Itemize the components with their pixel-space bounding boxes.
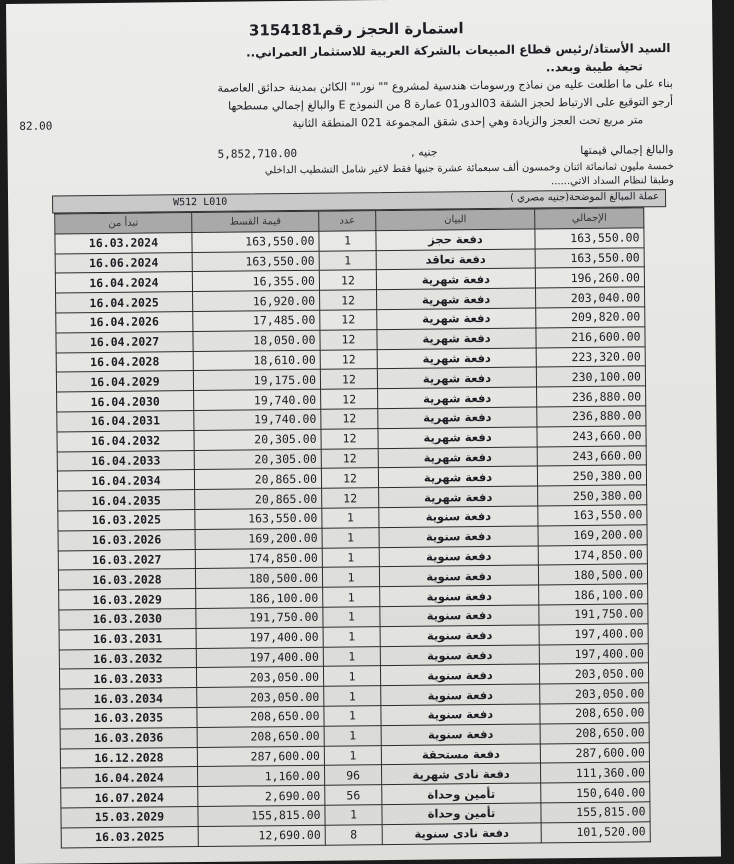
count-cell: 56 bbox=[325, 785, 382, 805]
start-date-cell: 16.03.2030 bbox=[59, 608, 196, 629]
total-cell: 208,650.00 bbox=[540, 723, 649, 744]
amount-cell: 197,400.00 bbox=[196, 627, 323, 648]
intro-line-unit: أرجو التوقيع على الارتباط لحجز الشقة 03الدور01 عمارة 8 من النموذج E والبالغ إجمالي مسطحها bbox=[228, 95, 674, 113]
total-cell: 250,380.00 bbox=[537, 465, 646, 486]
count-cell: 12 bbox=[320, 329, 377, 349]
start-date-cell: 16.04.2034 bbox=[57, 470, 194, 491]
amount-cell: 19,175.00 bbox=[193, 370, 320, 391]
count-cell: 1 bbox=[323, 646, 380, 666]
start-date-cell: 16.04.2035 bbox=[58, 490, 195, 511]
total-cell: 250,380.00 bbox=[538, 485, 647, 506]
count-cell: 12 bbox=[320, 290, 377, 310]
description-cell: دفعة شهرية bbox=[378, 447, 537, 468]
description-cell: دفعة شهرية bbox=[378, 427, 537, 448]
header-description: البيان bbox=[376, 209, 535, 230]
addressee-line: السيد الأستاذ/رئيس قطاع المبيعات بالشركة العربية للاستثمار العمراني.. bbox=[245, 41, 671, 60]
total-cell: 196,260.00 bbox=[535, 267, 644, 288]
total-cell: 174,850.00 bbox=[538, 544, 647, 565]
total-cell: 203,050.00 bbox=[540, 683, 649, 704]
description-cell: دفعة شهرية bbox=[376, 268, 535, 289]
count-cell: 12 bbox=[319, 270, 376, 290]
start-date-cell: 16.03.2033 bbox=[59, 668, 196, 689]
start-date-cell: 16.03.2034 bbox=[60, 688, 197, 709]
start-date-cell: 16.03.2025 bbox=[58, 510, 195, 531]
total-cell: 111,360.00 bbox=[540, 762, 649, 783]
start-date-cell: 16.04.2031 bbox=[57, 411, 194, 432]
count-cell: 96 bbox=[324, 765, 381, 785]
start-date-cell: 16.03.2032 bbox=[59, 648, 196, 669]
total-cell: 209,820.00 bbox=[536, 307, 645, 328]
description-cell: دفعة شهرية bbox=[378, 407, 537, 428]
amount-cell: 203,050.00 bbox=[196, 667, 323, 688]
total-cell: 169,200.00 bbox=[538, 525, 647, 546]
start-date-cell: 16.03.2035 bbox=[60, 707, 197, 728]
currency-label: جنيه , bbox=[411, 145, 438, 159]
description-cell: دفعة نادى سنوية bbox=[382, 823, 541, 844]
start-date-cell: 16.04.2033 bbox=[57, 450, 194, 471]
total-price-value: 5,852,710.00 bbox=[217, 146, 298, 161]
count-cell: 1 bbox=[323, 607, 380, 627]
description-cell: دفعة شهرية bbox=[377, 328, 536, 349]
start-date-cell: 16.04.2024 bbox=[55, 272, 192, 293]
start-date-cell: 16.06.2024 bbox=[55, 252, 192, 273]
description-cell: دفعة شهرية bbox=[377, 367, 536, 388]
document-page bbox=[6, 0, 721, 864]
total-cell: 208,650.00 bbox=[540, 703, 649, 724]
description-cell: دفعة شهرية bbox=[377, 308, 536, 329]
price-label: والبالغ إجمالي قيمتها bbox=[580, 143, 674, 157]
description-cell: دفعة شهرية bbox=[378, 387, 537, 408]
description-cell: دفعة سنوية bbox=[381, 684, 540, 705]
total-cell: 197,400.00 bbox=[539, 643, 648, 664]
description-cell: دفعة مستحقة bbox=[381, 743, 540, 764]
description-cell: دفعة سنوية bbox=[379, 506, 538, 527]
amount-cell: 17,485.00 bbox=[193, 310, 320, 331]
total-cell: 243,660.00 bbox=[537, 426, 646, 447]
count-cell: 1 bbox=[324, 686, 381, 706]
amount-cell: 2,690.00 bbox=[198, 785, 325, 806]
total-cell: 243,660.00 bbox=[537, 445, 646, 466]
count-cell: 12 bbox=[321, 448, 378, 468]
count-cell: 12 bbox=[321, 468, 378, 488]
header-total: الإجمالي bbox=[535, 208, 644, 229]
description-cell: دفعة سنوية bbox=[380, 644, 539, 665]
amount-cell: 287,600.00 bbox=[197, 746, 324, 767]
count-cell: 1 bbox=[322, 547, 379, 567]
amount-cell: 180,500.00 bbox=[195, 568, 322, 589]
amount-cell: 20,865.00 bbox=[194, 469, 321, 490]
start-date-cell: 16.03.2026 bbox=[58, 529, 195, 550]
amount-cell: 186,100.00 bbox=[196, 587, 323, 608]
total-cell: 223,320.00 bbox=[536, 346, 645, 367]
amount-cell: 208,650.00 bbox=[197, 706, 324, 727]
count-cell: 1 bbox=[322, 567, 379, 587]
count-cell: 1 bbox=[319, 250, 376, 270]
description-cell: دفعة سنوية bbox=[379, 565, 538, 586]
count-cell: 12 bbox=[322, 488, 379, 508]
start-date-cell: 15.03.2029 bbox=[61, 806, 198, 827]
start-date-cell: 16.03.2027 bbox=[58, 549, 195, 570]
count-cell: 1 bbox=[323, 626, 380, 646]
amount-cell: 16,355.00 bbox=[192, 271, 319, 292]
amount-cell: 169,200.00 bbox=[195, 528, 322, 549]
count-cell: 1 bbox=[324, 706, 381, 726]
amount-cell: 203,050.00 bbox=[197, 686, 324, 707]
total-cell: 236,880.00 bbox=[537, 386, 646, 407]
payment-schedule-table bbox=[54, 207, 651, 848]
start-date-cell: 16.03.2028 bbox=[58, 569, 195, 590]
total-cell: 180,500.00 bbox=[538, 564, 647, 585]
intro-line-group: متر مربع تحت العجز والزيادة وهي إحدى شقق المجموعة 021 المنطقة الثانية bbox=[292, 113, 644, 131]
total-cell: 163,550.00 bbox=[538, 505, 647, 526]
unit-codes: W512 L010 bbox=[173, 196, 228, 209]
total-cell: 236,880.00 bbox=[537, 406, 646, 427]
start-date-cell: 16.04.2032 bbox=[57, 430, 194, 451]
total-cell: 287,600.00 bbox=[540, 742, 649, 763]
description-cell: دفعة سنوية bbox=[380, 625, 539, 646]
start-date-cell: 16.03.2029 bbox=[59, 589, 196, 610]
total-cell: 163,550.00 bbox=[535, 228, 644, 249]
total-cell: 155,815.00 bbox=[541, 802, 650, 823]
description-cell: تأمين وحداة bbox=[382, 783, 541, 804]
start-date-cell: 16.07.2024 bbox=[61, 787, 198, 808]
header-count: عدد bbox=[319, 211, 376, 231]
unit-area-value: 82.00 bbox=[19, 119, 53, 133]
amount-cell: 20,305.00 bbox=[194, 429, 321, 450]
amount-cell: 12,690.00 bbox=[198, 825, 325, 846]
description-cell: دفعة شهرية bbox=[378, 466, 537, 487]
count-cell: 12 bbox=[321, 409, 378, 429]
total-cell: 230,100.00 bbox=[536, 366, 645, 387]
start-date-cell: 16.04.2029 bbox=[56, 371, 193, 392]
amount-cell: 20,305.00 bbox=[194, 449, 321, 470]
total-cell: 203,050.00 bbox=[539, 663, 648, 684]
amount-cell: 191,750.00 bbox=[196, 607, 323, 628]
start-date-cell: 16.04.2026 bbox=[56, 312, 193, 333]
count-cell: 12 bbox=[320, 349, 377, 369]
start-date-cell: 16.04.2027 bbox=[56, 331, 193, 352]
total-cell: 191,750.00 bbox=[539, 604, 648, 625]
description-cell: تأمين وحداة bbox=[382, 803, 541, 824]
description-cell: دفعة سنوية bbox=[379, 526, 538, 547]
start-date-cell: 16.04.2030 bbox=[57, 391, 194, 412]
amount-cell: 20,865.00 bbox=[195, 488, 322, 509]
description-cell: دفعة حجز bbox=[376, 229, 535, 250]
count-cell: 8 bbox=[325, 824, 382, 844]
count-cell: 1 bbox=[322, 527, 379, 547]
payment-system-line: وطبقا لنظام السداد الاتي...... bbox=[550, 175, 674, 188]
count-cell: 12 bbox=[321, 428, 378, 448]
description-cell: دفعة سنوية bbox=[380, 585, 539, 606]
amount-cell: 16,920.00 bbox=[193, 290, 320, 311]
total-cell: 216,600.00 bbox=[536, 327, 645, 348]
description-cell: دفعة شهرية bbox=[377, 288, 536, 309]
count-cell: 12 bbox=[320, 310, 377, 330]
start-date-cell: 16.03.2031 bbox=[59, 628, 196, 649]
total-cell: 186,100.00 bbox=[539, 584, 648, 605]
start-date-cell: 16.03.2036 bbox=[60, 727, 197, 748]
total-cell: 163,550.00 bbox=[535, 247, 644, 268]
count-cell: 1 bbox=[325, 805, 382, 825]
intro-line-project: بناء على ما اطلعت عليه من نماذج ورسومات هندسية لمشروع "" نور"" الكائن بمدينة حدائق العاصمة bbox=[217, 77, 673, 95]
header-installment-amount: قيمة القسط bbox=[192, 211, 319, 232]
description-cell: دفعة تعاقد bbox=[376, 249, 535, 270]
description-cell: دفعة سنوية bbox=[381, 724, 540, 745]
amount-cell: 163,550.00 bbox=[192, 231, 319, 252]
amount-cell: 19,740.00 bbox=[194, 389, 321, 410]
currency-note: عملة المبالغ الموضحة(جنيه مصري ) bbox=[509, 191, 660, 204]
start-date-cell: 16.04.2024 bbox=[61, 767, 198, 788]
total-cell: 203,040.00 bbox=[536, 287, 645, 308]
amount-cell: 18,050.00 bbox=[193, 330, 320, 351]
header-start-date: تبدأ من bbox=[55, 213, 192, 234]
description-cell: دفعة شهرية bbox=[379, 486, 538, 507]
amount-cell: 174,850.00 bbox=[195, 548, 322, 569]
count-cell: 1 bbox=[323, 666, 380, 686]
count-cell: 1 bbox=[323, 587, 380, 607]
amount-cell: 155,815.00 bbox=[198, 805, 325, 826]
amount-cell: 163,550.00 bbox=[195, 508, 322, 529]
count-cell: 12 bbox=[321, 389, 378, 409]
start-date-cell: 16.04.2028 bbox=[56, 351, 193, 372]
count-cell: 1 bbox=[324, 745, 381, 765]
greeting-line: تحية طيبة وبعد.. bbox=[545, 59, 643, 75]
description-cell: دفعة سنوية bbox=[379, 546, 538, 567]
count-cell: 1 bbox=[324, 725, 381, 745]
amount-cell: 18,610.00 bbox=[193, 350, 320, 371]
total-cell: 197,400.00 bbox=[539, 624, 648, 645]
description-cell: دفعة سنوية bbox=[380, 664, 539, 685]
document-title: استمارة الحجز رقم3154181 bbox=[248, 19, 464, 40]
description-cell: دفعة سنوية bbox=[380, 605, 539, 626]
total-cell: 101,520.00 bbox=[541, 822, 650, 843]
description-cell: دفعة نادى شهرية bbox=[381, 763, 540, 784]
count-cell: 1 bbox=[322, 508, 379, 528]
total-cell: 150,640.00 bbox=[541, 782, 650, 803]
start-date-cell: 16.03.2024 bbox=[55, 232, 192, 253]
amount-cell: 208,650.00 bbox=[197, 726, 324, 747]
description-cell: دفعة سنوية bbox=[381, 704, 540, 725]
start-date-cell: 16.03.2025 bbox=[61, 826, 198, 847]
description-cell: دفعة شهرية bbox=[377, 348, 536, 369]
start-date-cell: 16.04.2025 bbox=[56, 292, 193, 313]
amount-cell: 197,400.00 bbox=[196, 647, 323, 668]
start-date-cell: 16.12.2028 bbox=[60, 747, 197, 768]
amount-cell: 163,550.00 bbox=[192, 251, 319, 272]
price-in-words: خمسة مليون ثمانمائة اثنان وخمسون ألف سبعمائة عشرة جنيها فقط لاغير شامل التشطيب الداخلي bbox=[264, 161, 674, 177]
count-cell: 1 bbox=[319, 230, 376, 250]
amount-cell: 1,160.00 bbox=[197, 766, 324, 787]
amount-cell: 19,740.00 bbox=[194, 409, 321, 430]
count-cell: 12 bbox=[320, 369, 377, 389]
